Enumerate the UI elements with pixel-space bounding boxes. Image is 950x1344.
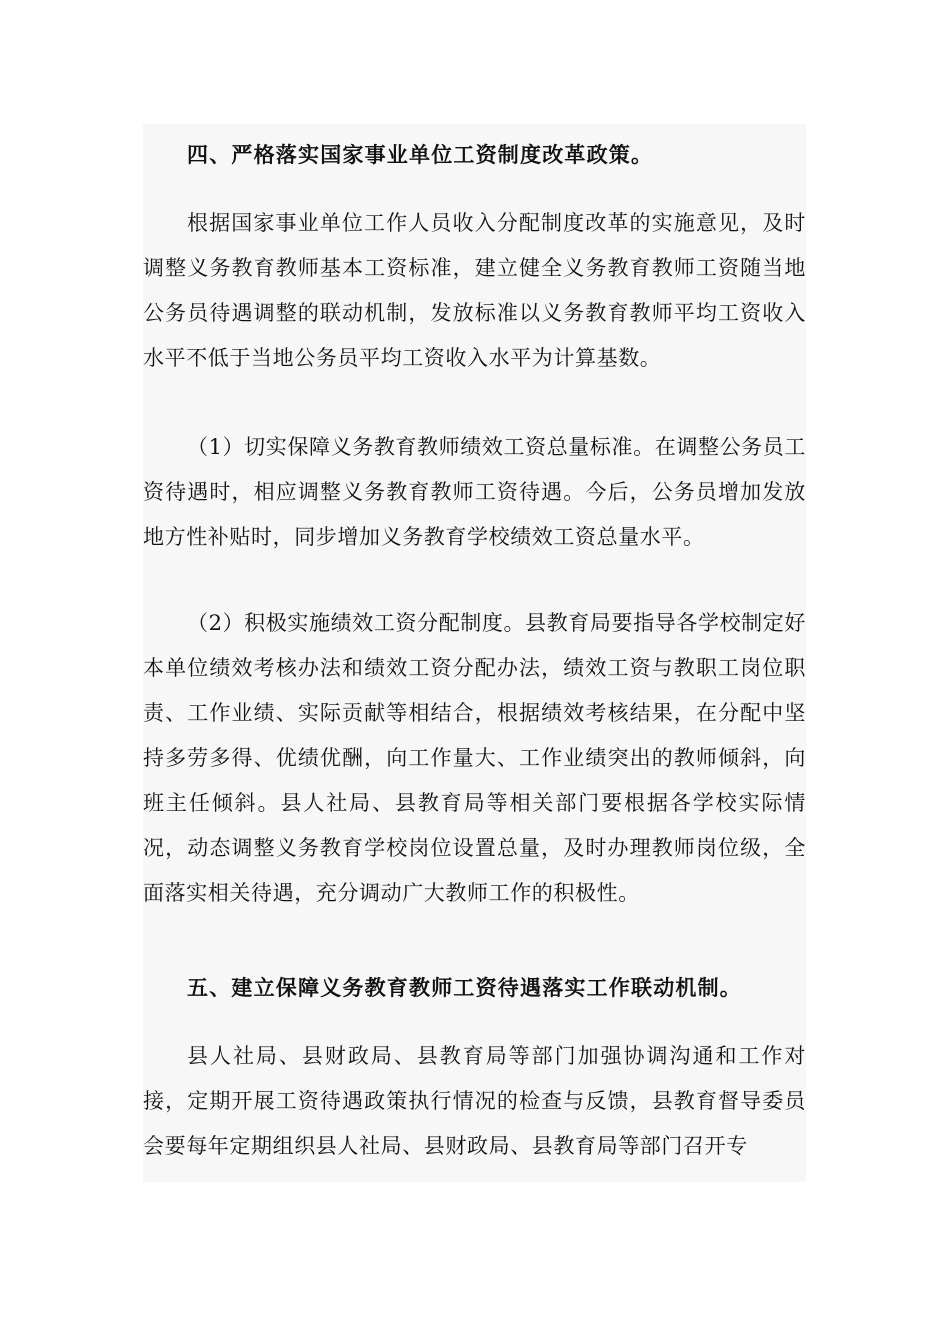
paragraph-performance-pay-distribution: （2）积极实施绩效工资分配制度。县教育局要指导各学校制定好本单位绩效考核办法和绩效工资分配办法，绩效工资与教职工岗位职责、工作业绩、实际贡献等相结合，根据绩效考核结果，在分配中坚持多劳多得、优绩优酬，向工作量大、工作业绩突出的教师倾斜，向班主任倾斜。县人社局、县教育局等相关部门要根据各学校实际情况，动态调整义务教育学校岗位设置总量，及时办理教师岗位级，全面落实相关待遇，充分调动广大教师工作的积极性。 xyxy=(143,611,806,905)
paragraph-performance-pay-total: （1）切实保障义务教育教师绩效工资总量标准。在调整公务员工资待遇时，相应调整义务教育教师工资待遇。今后，公务员增加发放地方性补贴时，同步增加义务教育学校绩效工资总量水平。 xyxy=(143,435,806,549)
section-heading-4: 四、严格落实国家事业单位工资制度改革政策。 xyxy=(187,142,654,167)
paragraph-salary-standard: 根据国家事业单位工作人员收入分配制度改革的实施意见，及时调整义务教育教师基本工资标准，建立健全义务教育教师工资随当地公务员待遇调整的联动机制，发放标准以义务教育教师平均工资收入水平不低于当地公务员平均工资收入水平为计算基数。 xyxy=(143,211,806,370)
section-heading-5: 五、建立保障义务教育教师工资待遇落实工作联动机制。 xyxy=(187,975,742,1000)
paragraph-linkage-mechanism: 县人社局、县财政局、县教育局等部门加强协调沟通和工作对接，定期开展工资待遇政策执行情况的检查与反馈，县教育督导委员会要每年定期组织县人社局、县财政局、县教育局等部门召开专 xyxy=(143,1044,806,1158)
document-content xyxy=(143,124,806,1182)
